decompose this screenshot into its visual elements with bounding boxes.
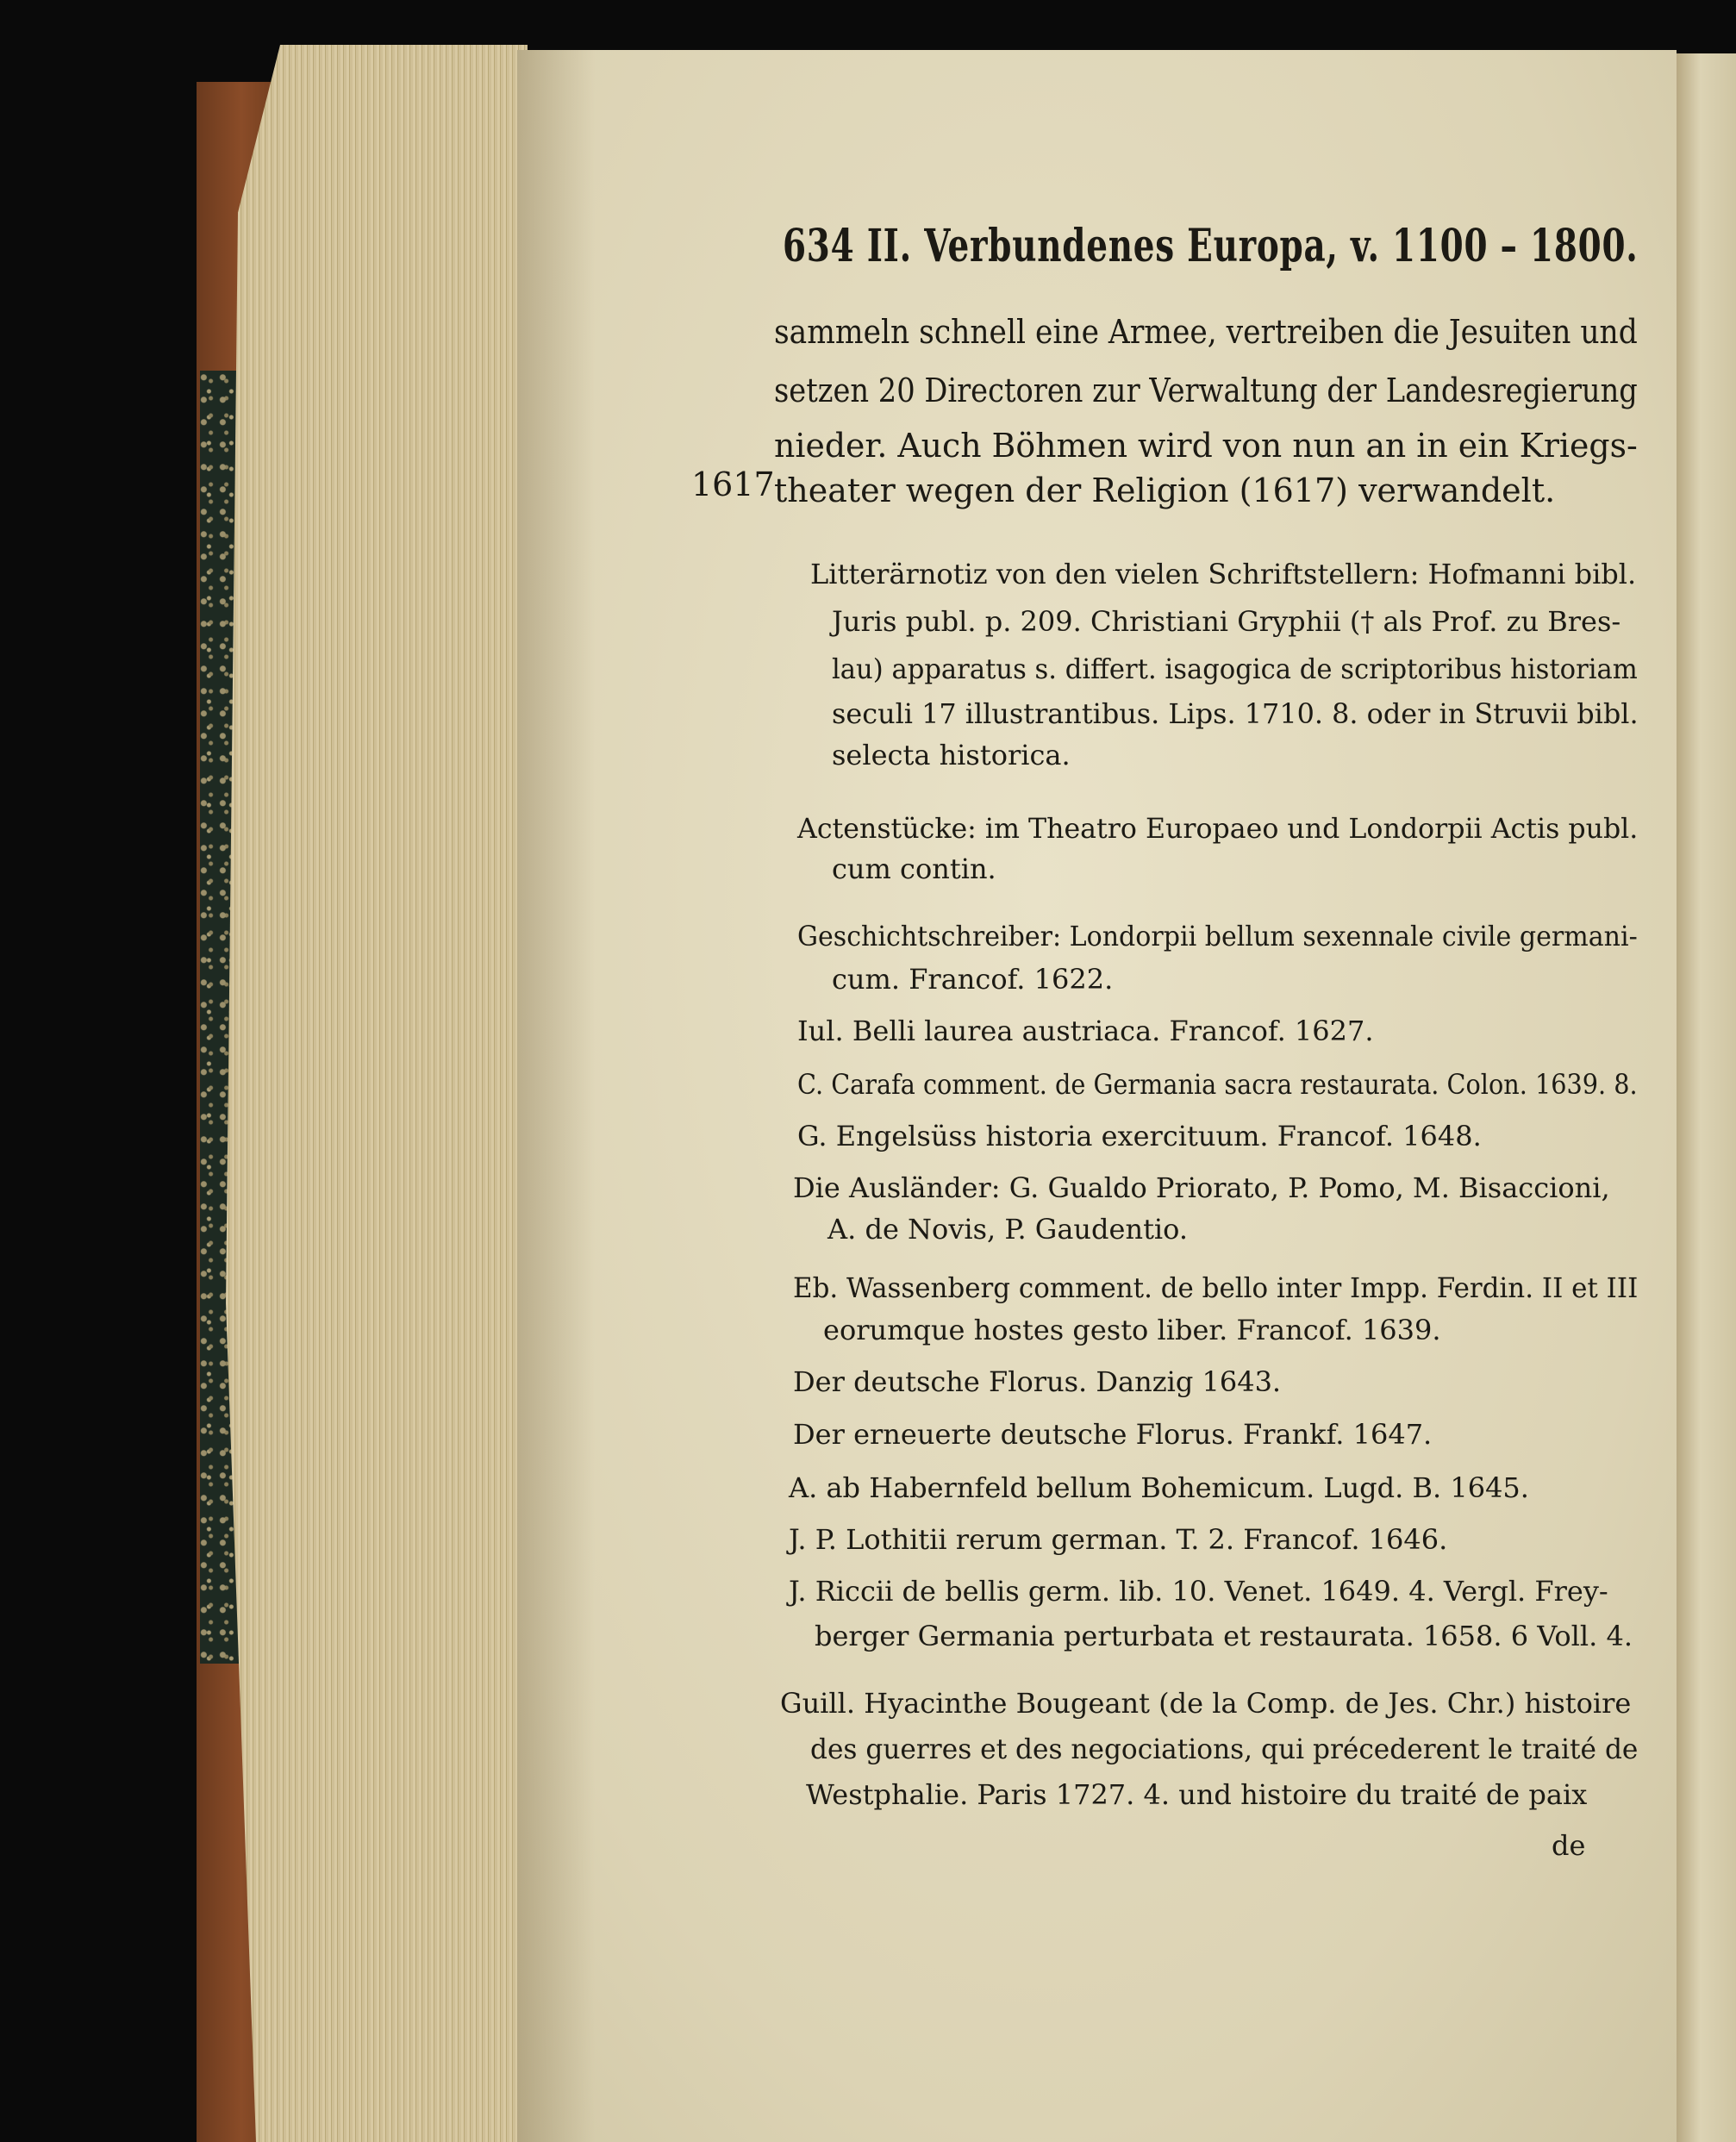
reference-line: berger Germania perturbata et restaurata. 1658. 6 Voll. 4. [815,1620,1633,1652]
reference-line: Geschichtschreiber: Londorpii bellum sexennale civile germani- [797,920,1638,952]
reference-line: Eb. Wassenberg comment. de bello inter Impp. Ferdin. II et III [793,1271,1639,1304]
body-line: theater wegen der Religion (1617) verwandelt. [774,471,1556,509]
body-line: nieder. Auch Böhmen wird von nun an in ein Kriegs- [774,427,1638,465]
page-gutter-shadow [517,50,595,2142]
reference-line: J. Riccii de bellis germ. lib. 10. Venet. 1649. 4. Vergl. Frey- [789,1575,1608,1608]
reference-line: Juris publ. p. 209. Christiani Gryphii († als Prof. zu Bres- [832,605,1621,638]
facing-page-edge [1677,53,1736,2142]
reference-line: lau) apparatus s. differt. isagogica de scriptoribus historiam [832,653,1638,685]
reference-line: eorumque hostes gesto liber. Francof. 1639. [823,1314,1441,1346]
reference-line: Guill. Hyacinthe Bougeant (de la Comp. de Jes. Chr.) histoire [780,1687,1632,1720]
body-line: sammeln schnell eine Armee, vertreiben die Jesuiten und [774,313,1638,351]
reference-line: selecta historica. [832,739,1071,771]
reference-line: Litterärnotiz von den vielen Schriftstellern: Hofmanni bibl. [810,558,1637,590]
margin-year: 1617 [691,465,775,503]
body-line: setzen 20 Directoren zur Verwaltung der Landesregierung [774,372,1638,409]
reference-line: G. Engelsüss historia exercituum. Francof. 1648. [797,1120,1482,1152]
reference-line: Die Ausländer: G. Gualdo Priorato, P. Pomo, M. Bisaccioni, [793,1171,1610,1204]
reference-line: J. P. Lothitii rerum german. T. 2. Francof. 1646. [789,1523,1448,1556]
reference-line: cum contin. [832,852,996,885]
reference-line: C. Carafa comment. de Germania sacra restaurata. Colon. 1639. 8. [797,1068,1638,1101]
running-header: 634 II. Verbundenes Europa, v. 1100 – 1800. [783,220,1639,272]
reference-line: cum. Francof. 1622. [832,963,1114,996]
reference-line: seculi 17 illustrantibus. Lips. 1710. 8. oder in Struvii bibl. [832,697,1639,730]
reference-line: Der erneuerte deutsche Florus. Frankf. 1647. [793,1418,1433,1451]
reference-line: Der deutsche Florus. Danzig 1643. [793,1365,1282,1398]
reference-line: Westphalie. Paris 1727. 4. und histoire du traité de paix [806,1778,1588,1811]
reference-line: des guerres et des negociations, qui précederent le traité de [810,1733,1639,1765]
reference-line: Actenstücke: im Theatro Europaeo und Londorpii Actis publ. [797,812,1639,845]
reference-line: Iul. Belli laurea austriaca. Francof. 1627. [797,1015,1374,1047]
reference-line: A. ab Habernfeld bellum Bohemicum. Lugd. B. 1645. [789,1471,1529,1504]
page-edges [226,45,528,2142]
catchword: de [1552,1829,1586,1862]
reference-line: A. de Novis, P. Gaudentio. [827,1213,1189,1246]
